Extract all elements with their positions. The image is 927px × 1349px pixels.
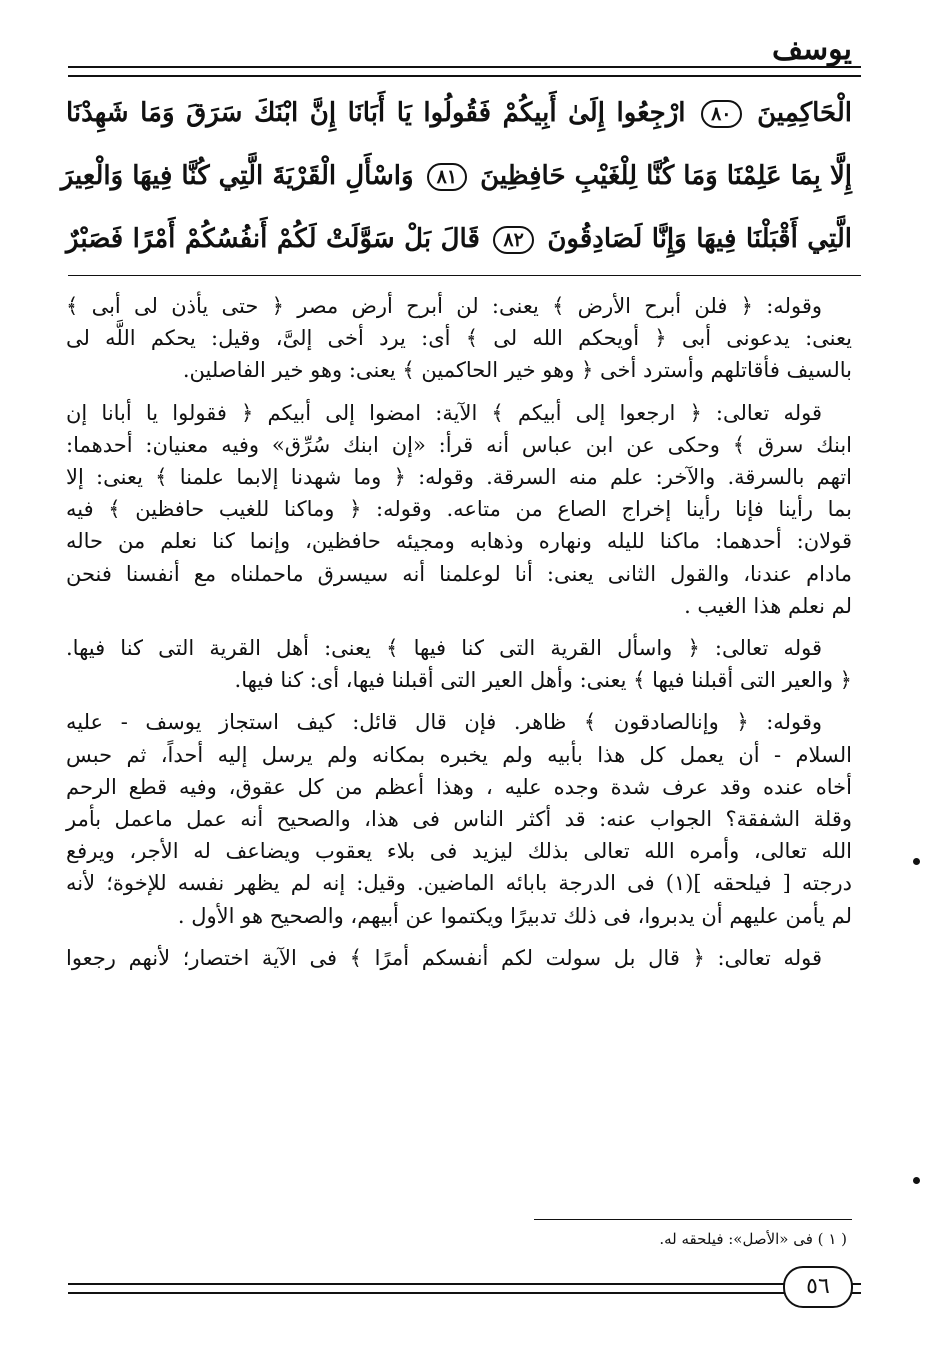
commentary-line: الله تعالى، وأمره الله تعالى بذلك ليزيد فى بلاء يعقوب ويضاعف له الأجر، ويرفع <box>66 839 852 864</box>
commentary-line: قوله تعالى: ﴿ واسأل القرية التى كنا فيها ﴾ يعنى: أهل القرية التى كنا فيها. <box>66 636 822 661</box>
verse-text: الَّتِي أَقْبَلْنَا فِيهَا وَإِنَّا لَصَادِقُونَ <box>547 224 852 254</box>
commentary-line: ﴿ والعير التى أقبلنا فيها ﴾ يعنى: وأهل العير التى أقبلنا فيها، أى: كنا فيها. <box>234 668 852 693</box>
page-number: ٥٦ <box>783 1266 853 1308</box>
commentary-line: أخاه عنده وقد عرف شدة وجده عليه ، وهذا أعظم من كل عقوق، وفيه قطع الرحم <box>66 774 852 799</box>
commentary-paragraph <box>66 632 852 696</box>
verse-line <box>60 145 852 208</box>
commentary-line: السلام - أن يعمل كل هذا بأبيه ولم يخبره بمكانه ولم يرسل إليه أحداً، ثم حبس <box>66 742 852 767</box>
commentary-line: مادام عندنا، والقول الثانى يعنى: أنا لوعلمنا أنه سيسرق ماحملناه مع أنفسنا فنحن <box>66 561 852 586</box>
quran-verses-block <box>60 82 852 271</box>
margin-dot <box>913 858 920 865</box>
commentary-line: ابنك سرق ﴾ وحكى عن ابن عباس أنه قرأ: «إن ابنك سُرِّق» وفيه معنيان: أحدهما: <box>66 432 852 457</box>
commentary-paragraph <box>66 397 852 622</box>
commentary-line: وقوله: ﴿ وإنالصادقون ﴾ ظاهر. فإن قال قائل: كيف استجاز يوسف - عليه <box>66 710 822 735</box>
commentary-paragraph <box>66 290 852 387</box>
verse-text: وَاسْأَلِ الْقَرْيَةَ الَّتِي كُنَّا فِيهَا وَالْعِيرَ <box>60 161 414 191</box>
footnote-rule <box>534 1219 852 1220</box>
footnote: ( ١ ) فى «الأصل»: فيلحقه له. <box>659 1230 847 1248</box>
tafsir-commentary <box>66 290 852 984</box>
commentary-line: بما رأينا فإنا رأينا إخراج الصاع من متاعه. وقوله: ﴿ وماكنا للغيب حافظين ﴾ فيه <box>66 497 852 522</box>
verse-text: إِلَّا بِمَا عَلِمْنَا وَمَا كُنَّا لِلْغَيْبِ حَافِظِينَ <box>480 161 852 191</box>
commentary-line: درجته [ فيلحقه ](١) فى الدرجة بابائه الماضين. وقيل: إنه لم يظهر نفسه للإخوة؛ لأنه <box>66 871 852 896</box>
commentary-line: وقلة الشفقة؟ الجواب عنه: قد أكثر الناس فى هذا، والصحيح أنه عمل ماعمل بأمر <box>66 807 852 832</box>
running-title: يوسف <box>771 32 852 67</box>
ayah-number-marker: ٨٠ <box>701 100 741 128</box>
footer-double-rule <box>68 1283 861 1294</box>
margin-dot <box>913 1177 920 1184</box>
commentary-line: بالسيف فأقاتلهم وأسترد أخى ﴿ وهو خير الحاكمين ﴾ يعنى: وهو خير الفاصلين. <box>182 358 852 383</box>
commentary-line: وقوله: ﴿ فلن أبرح الأرض ﴾ يعنى: لن أبرح أرض مصر ﴿ حتى يأذن لى أبى ﴾ <box>66 294 822 318</box>
verse-text: ارْجِعُوا إِلَىٰ أَبِيكُمْ فَقُولُوا يَا أَبَانَا إِنَّ ابْنَكَ سَرَقَ وَمَا شَهِدْنَا <box>66 98 686 128</box>
commentary-line: قوله تعالى: ﴿ ارجعوا إلى أبيكم ﴾ الآية: امضوا إلى أبيكم ﴿ فقولوا يا أبانا إن <box>66 400 822 425</box>
commentary-line: لم يأمن عليهم أن يدبروا، فى ذلك تدبيرًا ويكتموا عن أبيهم، والصحيح هو الأول . <box>177 903 852 928</box>
ayah-number-marker: ٨١ <box>427 163 467 191</box>
commentary-line: اتهم بالسرقة. والآخر: علم منه السرقة. وقوله: ﴿ وما شهدنا إلابما علمنا ﴾ يعنى: إلا <box>66 465 852 490</box>
verse-text: الْحَاكِمِينَ <box>757 98 852 128</box>
verse-line <box>66 82 852 145</box>
commentary-paragraph <box>66 942 852 974</box>
commentary-line: لم نعلم هذا الغيب . <box>684 593 852 618</box>
header-double-rule <box>68 66 861 77</box>
verse-text: قَالَ بَلْ سَوَّلَتْ لَكُمْ أَنفُسُكُمْ أَمْرًا فَصَبْرٌ <box>66 224 480 254</box>
commentary-line: يعنى: يدعونى أبى ﴿ أويحكم الله لى ﴾ أى: يرد أخى إلىَّ، وقيل: يحكم اللَّه لى <box>66 326 852 351</box>
commentary-line: قولان: أحدهما: ماكنا لليله ونهاره وذهابه ومجيئه حافظين، وإنما كنا نعلم من حاله <box>66 529 852 554</box>
commentary-paragraph <box>66 706 852 931</box>
commentary-line: قوله تعالى: ﴿ قال بل سولت لكم أنفسكم أمرًا ﴾ فى الآية اختصار؛ لأنهم رجعوا <box>66 945 822 970</box>
verses-separator-rule <box>68 275 861 276</box>
verse-line <box>66 208 852 271</box>
ayah-number-marker: ٨٢ <box>493 226 533 254</box>
